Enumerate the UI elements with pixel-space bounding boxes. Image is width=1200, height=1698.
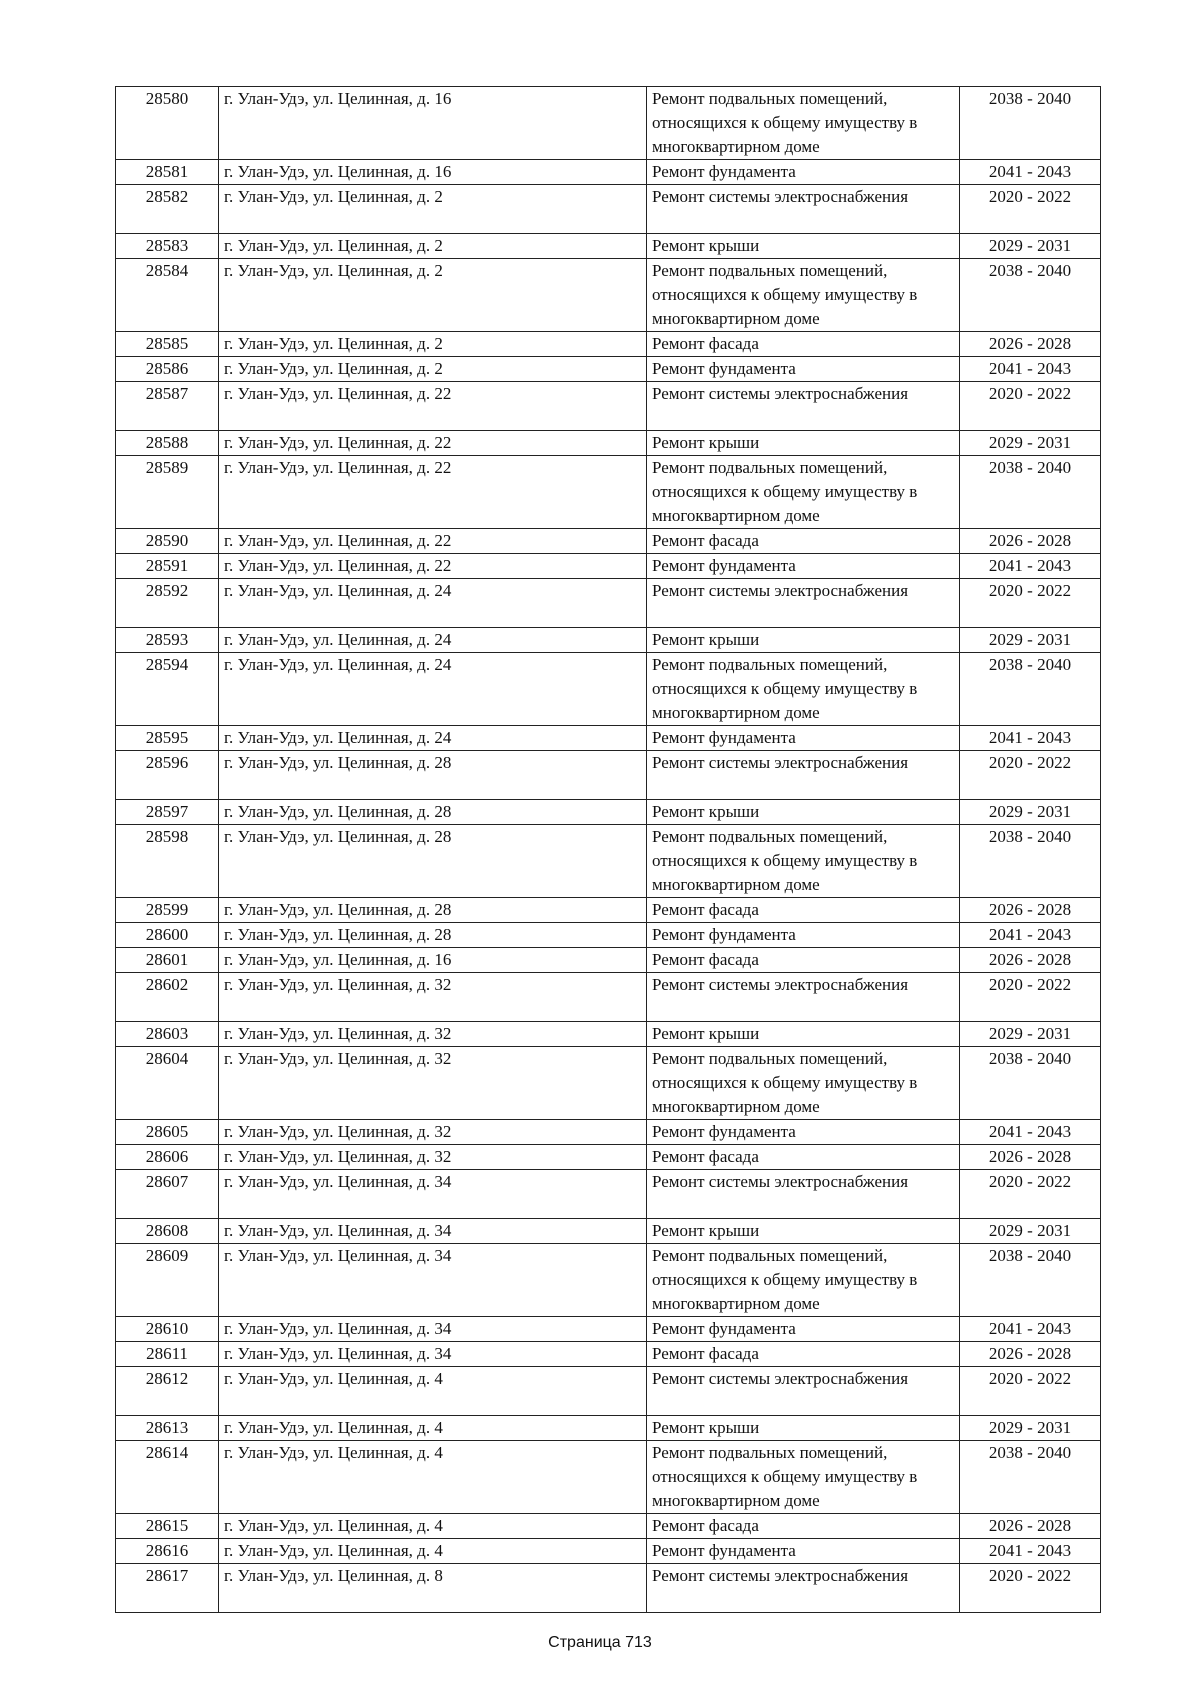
work-type-cell: Ремонт фундамента [647,726,960,751]
table-row [116,185,1101,234]
period-cell: 2038 - 2040 [960,1244,1101,1317]
row-number-cell: 28603 [116,1022,219,1047]
work-type-cell: Ремонт крыши [647,1022,960,1047]
table-row [116,973,1101,1022]
work-type-cell: Ремонт крыши [647,1416,960,1441]
address-cell: г. Улан-Удэ, ул. Целинная, д. 4 [219,1539,647,1564]
period-cell: 2020 - 2022 [960,973,1101,1022]
row-number-cell: 28613 [116,1416,219,1441]
row-number-cell: 28605 [116,1120,219,1145]
table-row [116,751,1101,800]
period-cell: 2029 - 2031 [960,1022,1101,1047]
row-number-cell: 28606 [116,1145,219,1170]
work-type-cell: Ремонт фундамента [647,923,960,948]
row-number-cell: 28601 [116,948,219,973]
row-number-cell: 28590 [116,529,219,554]
work-type-cell: Ремонт подвальных помещений, относящихся к общему имуществу в многоквартирном доме [647,1441,960,1514]
period-cell: 2020 - 2022 [960,1367,1101,1416]
row-number-cell: 28585 [116,332,219,357]
table-row [116,431,1101,456]
table-row [116,1047,1101,1120]
row-number-cell: 28594 [116,653,219,726]
row-number-cell: 28612 [116,1367,219,1416]
work-type-cell: Ремонт фасада [647,529,960,554]
period-cell: 2026 - 2028 [960,898,1101,923]
page-number: Страница 713 [548,1634,652,1651]
row-number-cell: 28586 [116,357,219,382]
table-row [116,1539,1101,1564]
table-row [116,382,1101,431]
address-cell: г. Улан-Удэ, ул. Целинная, д. 22 [219,431,647,456]
period-cell: 2041 - 2043 [960,923,1101,948]
period-cell: 2029 - 2031 [960,800,1101,825]
row-number-cell: 28582 [116,185,219,234]
period-cell: 2038 - 2040 [960,87,1101,160]
work-type-cell: Ремонт подвальных помещений, относящихся к общему имуществу в многоквартирном доме [647,1047,960,1120]
work-type-cell: Ремонт фундамента [647,554,960,579]
table-row [116,529,1101,554]
work-type-cell: Ремонт системы электроснабжения [647,185,960,234]
table-row [116,1367,1101,1416]
work-type-cell: Ремонт крыши [647,800,960,825]
table-row [116,726,1101,751]
table-row [116,653,1101,726]
address-cell: г. Улан-Удэ, ул. Целинная, д. 34 [219,1244,647,1317]
work-type-cell: Ремонт подвальных помещений, относящихся к общему имуществу в многоквартирном доме [647,825,960,898]
period-cell: 2041 - 2043 [960,357,1101,382]
table-row [116,628,1101,653]
work-type-cell: Ремонт системы электроснабжения [647,1367,960,1416]
address-cell: г. Улан-Удэ, ул. Целинная, д. 32 [219,1120,647,1145]
work-type-cell: Ремонт крыши [647,431,960,456]
work-type-cell: Ремонт фасада [647,1342,960,1367]
address-cell: г. Улан-Удэ, ул. Целинная, д. 32 [219,1022,647,1047]
address-cell: г. Улан-Удэ, ул. Целинная, д. 2 [219,357,647,382]
work-type-cell: Ремонт системы электроснабжения [647,1564,960,1613]
row-number-cell: 28583 [116,234,219,259]
address-cell: г. Улан-Удэ, ул. Целинная, д. 22 [219,382,647,431]
work-type-cell: Ремонт системы электроснабжения [647,1170,960,1219]
work-type-cell: Ремонт фасада [647,948,960,973]
work-type-cell: Ремонт крыши [647,628,960,653]
table-row [116,87,1101,160]
row-number-cell: 28588 [116,431,219,456]
row-number-cell: 28608 [116,1219,219,1244]
table-row [116,1317,1101,1342]
work-type-cell: Ремонт фундамента [647,1539,960,1564]
period-cell: 2041 - 2043 [960,1317,1101,1342]
address-cell: г. Улан-Удэ, ул. Целинная, д. 22 [219,554,647,579]
address-cell: г. Улан-Удэ, ул. Целинная, д. 4 [219,1441,647,1514]
table-row [116,456,1101,529]
address-cell: г. Улан-Удэ, ул. Целинная, д. 4 [219,1514,647,1539]
table-row [116,1441,1101,1514]
row-number-cell: 28581 [116,160,219,185]
table-row [116,825,1101,898]
row-number-cell: 28591 [116,554,219,579]
period-cell: 2020 - 2022 [960,382,1101,431]
work-type-cell: Ремонт подвальных помещений, относящихся к общему имуществу в многоквартирном доме [647,1244,960,1317]
work-type-cell: Ремонт подвальных помещений, относящихся к общему имуществу в многоквартирном доме [647,259,960,332]
period-cell: 2020 - 2022 [960,1564,1101,1613]
address-cell: г. Улан-Удэ, ул. Целинная, д. 2 [219,234,647,259]
period-cell: 2029 - 2031 [960,1219,1101,1244]
period-cell: 2026 - 2028 [960,529,1101,554]
period-cell: 2026 - 2028 [960,1342,1101,1367]
table-row [116,579,1101,628]
address-cell: г. Улан-Удэ, ул. Целинная, д. 4 [219,1416,647,1441]
address-cell: г. Улан-Удэ, ул. Целинная, д. 16 [219,87,647,160]
row-number-cell: 28602 [116,973,219,1022]
row-number-cell: 28580 [116,87,219,160]
address-cell: г. Улан-Удэ, ул. Целинная, д. 2 [219,332,647,357]
table-row [116,1145,1101,1170]
repair-schedule-table [115,86,1101,1613]
address-cell: г. Улан-Удэ, ул. Целинная, д. 32 [219,973,647,1022]
period-cell: 2026 - 2028 [960,1145,1101,1170]
address-cell: г. Улан-Удэ, ул. Целинная, д. 16 [219,948,647,973]
address-cell: г. Улан-Удэ, ул. Целинная, д. 24 [219,628,647,653]
table-row [116,160,1101,185]
row-number-cell: 28600 [116,923,219,948]
row-number-cell: 28609 [116,1244,219,1317]
table-row [116,800,1101,825]
period-cell: 2029 - 2031 [960,234,1101,259]
address-cell: г. Улан-Удэ, ул. Целинная, д. 34 [219,1342,647,1367]
address-cell: г. Улан-Удэ, ул. Целинная, д. 24 [219,726,647,751]
period-cell: 2041 - 2043 [960,160,1101,185]
address-cell: г. Улан-Удэ, ул. Целинная, д. 28 [219,825,647,898]
table-row [116,554,1101,579]
row-number-cell: 28596 [116,751,219,800]
table-row [116,1244,1101,1317]
period-cell: 2026 - 2028 [960,1514,1101,1539]
period-cell: 2038 - 2040 [960,1047,1101,1120]
address-cell: г. Улан-Удэ, ул. Целинная, д. 22 [219,456,647,529]
work-type-cell: Ремонт системы электроснабжения [647,382,960,431]
table-row [116,1564,1101,1613]
row-number-cell: 28599 [116,898,219,923]
table-row [116,1120,1101,1145]
table-row [116,923,1101,948]
table-row [116,1219,1101,1244]
address-cell: г. Улан-Удэ, ул. Целинная, д. 2 [219,259,647,332]
period-cell: 2026 - 2028 [960,948,1101,973]
period-cell: 2038 - 2040 [960,653,1101,726]
table-row [116,1170,1101,1219]
address-cell: г. Улан-Удэ, ул. Целинная, д. 28 [219,751,647,800]
period-cell: 2026 - 2028 [960,332,1101,357]
row-number-cell: 28598 [116,825,219,898]
work-type-cell: Ремонт подвальных помещений, относящихся к общему имуществу в многоквартирном доме [647,87,960,160]
row-number-cell: 28617 [116,1564,219,1613]
row-number-cell: 28610 [116,1317,219,1342]
table-row [116,332,1101,357]
period-cell: 2029 - 2031 [960,1416,1101,1441]
address-cell: г. Улан-Удэ, ул. Целинная, д. 32 [219,1145,647,1170]
period-cell: 2038 - 2040 [960,259,1101,332]
address-cell: г. Улан-Удэ, ул. Целинная, д. 28 [219,898,647,923]
row-number-cell: 28607 [116,1170,219,1219]
address-cell: г. Улан-Удэ, ул. Целинная, д. 28 [219,800,647,825]
table-row [116,1514,1101,1539]
table-row [116,357,1101,382]
period-cell: 2041 - 2043 [960,1120,1101,1145]
period-cell: 2038 - 2040 [960,825,1101,898]
period-cell: 2020 - 2022 [960,1170,1101,1219]
table-row [116,234,1101,259]
address-cell: г. Улан-Удэ, ул. Целинная, д. 16 [219,160,647,185]
row-number-cell: 28587 [116,382,219,431]
row-number-cell: 28614 [116,1441,219,1514]
work-type-cell: Ремонт системы электроснабжения [647,579,960,628]
row-number-cell: 28615 [116,1514,219,1539]
period-cell: 2020 - 2022 [960,185,1101,234]
table-row [116,1416,1101,1441]
period-cell: 2041 - 2043 [960,726,1101,751]
work-type-cell: Ремонт фасада [647,1145,960,1170]
row-number-cell: 28604 [116,1047,219,1120]
row-number-cell: 28616 [116,1539,219,1564]
work-type-cell: Ремонт подвальных помещений, относящихся к общему имуществу в многоквартирном доме [647,653,960,726]
period-cell: 2041 - 2043 [960,1539,1101,1564]
work-type-cell: Ремонт подвальных помещений, относящихся к общему имуществу в многоквартирном доме [647,456,960,529]
period-cell: 2038 - 2040 [960,456,1101,529]
period-cell: 2029 - 2031 [960,431,1101,456]
work-type-cell: Ремонт фасада [647,332,960,357]
address-cell: г. Улан-Удэ, ул. Целинная, д. 32 [219,1047,647,1120]
row-number-cell: 28589 [116,456,219,529]
table-row [116,1022,1101,1047]
work-type-cell: Ремонт фундамента [647,1317,960,1342]
row-number-cell: 28593 [116,628,219,653]
table-row [116,898,1101,923]
address-cell: г. Улан-Удэ, ул. Целинная, д. 34 [219,1219,647,1244]
work-type-cell: Ремонт системы электроснабжения [647,973,960,1022]
row-number-cell: 28595 [116,726,219,751]
row-number-cell: 28584 [116,259,219,332]
address-cell: г. Улан-Удэ, ул. Целинная, д. 24 [219,579,647,628]
work-type-cell: Ремонт фасада [647,898,960,923]
period-cell: 2041 - 2043 [960,554,1101,579]
work-type-cell: Ремонт системы электроснабжения [647,751,960,800]
table-row [116,948,1101,973]
table-body [116,87,1101,1613]
work-type-cell: Ремонт фундамента [647,357,960,382]
table-row [116,1342,1101,1367]
work-type-cell: Ремонт крыши [647,234,960,259]
address-cell: г. Улан-Удэ, ул. Целинная, д. 2 [219,185,647,234]
address-cell: г. Улан-Удэ, ул. Целинная, д. 24 [219,653,647,726]
address-cell: г. Улан-Удэ, ул. Целинная, д. 22 [219,529,647,554]
address-cell: г. Улан-Удэ, ул. Целинная, д. 8 [219,1564,647,1613]
row-number-cell: 28597 [116,800,219,825]
address-cell: г. Улан-Удэ, ул. Целинная, д. 34 [219,1170,647,1219]
period-cell: 2029 - 2031 [960,628,1101,653]
address-cell: г. Улан-Удэ, ул. Целинная, д. 34 [219,1317,647,1342]
work-type-cell: Ремонт крыши [647,1219,960,1244]
work-type-cell: Ремонт фундамента [647,160,960,185]
row-number-cell: 28592 [116,579,219,628]
address-cell: г. Улан-Удэ, ул. Целинная, д. 4 [219,1367,647,1416]
row-number-cell: 28611 [116,1342,219,1367]
period-cell: 2038 - 2040 [960,1441,1101,1514]
period-cell: 2020 - 2022 [960,579,1101,628]
work-type-cell: Ремонт фасада [647,1514,960,1539]
period-cell: 2020 - 2022 [960,751,1101,800]
address-cell: г. Улан-Удэ, ул. Целинная, д. 28 [219,923,647,948]
table-row [116,259,1101,332]
work-type-cell: Ремонт фундамента [647,1120,960,1145]
